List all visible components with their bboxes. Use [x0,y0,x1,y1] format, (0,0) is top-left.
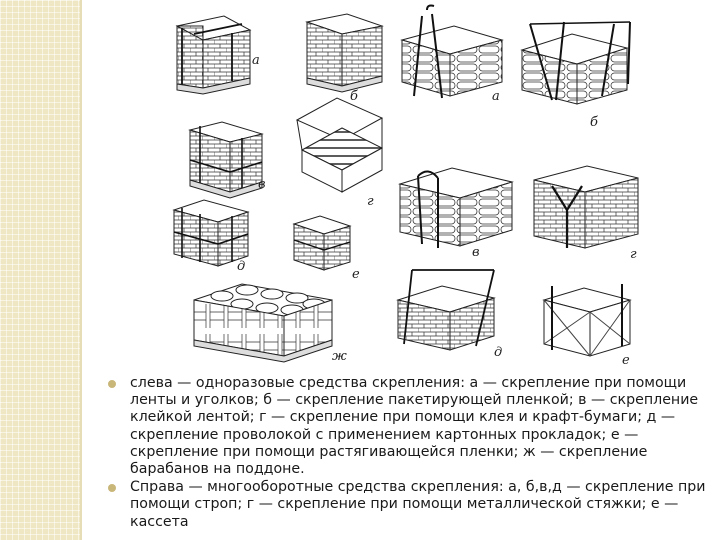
figure-label-right-b: б [590,115,598,130]
figure-label-left-b: б [350,89,358,104]
bullet-icon [108,380,116,388]
figure-label-right-a: а [492,89,500,104]
bullet-icon [108,484,116,492]
figure-label-right-g: г [630,247,637,262]
figure-left-zh [194,284,332,362]
figure-label-left-a: а [252,53,260,68]
figure-label-left-d: д [237,259,246,274]
figure-right-a [402,6,502,99]
figure-left-b [307,14,382,92]
figure-right-d [398,270,494,350]
figure-right-g [534,166,638,248]
figure-left-e [294,216,350,270]
figure-left-g [297,98,382,192]
figure-label-left-zh: ж [332,349,347,364]
figure-label-right-v: в [472,245,480,260]
figure-left-a [177,16,250,94]
figure-right-b [522,22,630,104]
figure-label-left-v: в [258,177,266,192]
figure-caption [108,375,708,532]
figure-label-left-e: е [352,267,360,282]
figure-right-v [400,168,512,248]
figure-label-right-e: е [622,353,630,368]
figure-label-left-g: г [367,194,374,209]
figure-label-right-d: д [494,345,503,360]
caption-item-right [108,479,708,531]
caption-item-left [108,375,708,478]
decorative-side-strip [0,0,80,540]
figure-right-e [544,284,630,356]
figure-left-v [190,122,262,198]
cargo-fastening-illustration [82,0,720,372]
caption-text-left: слева — одноразовые средства скрепления: а — скрепление при помощи ленты и уголков; б — скрепление пакетирующей пленкой; в — скрепление клейкой лентой; г — скрепление при помощи клея и крафт-бумаги; д — скрепление проволокой с применением картонных прокладок; е — скрепление при помощи растягивающейся пленки; ж — скрепление барабанов на поддоне. [130,375,699,478]
figure-left-d [174,200,248,266]
caption-text-right: Справа — многооборотные средства скрепления: а, б,в,д — скрепление при помощи строп; г — скрепление при помощи металлической стяжки; е — кассета [130,479,706,530]
